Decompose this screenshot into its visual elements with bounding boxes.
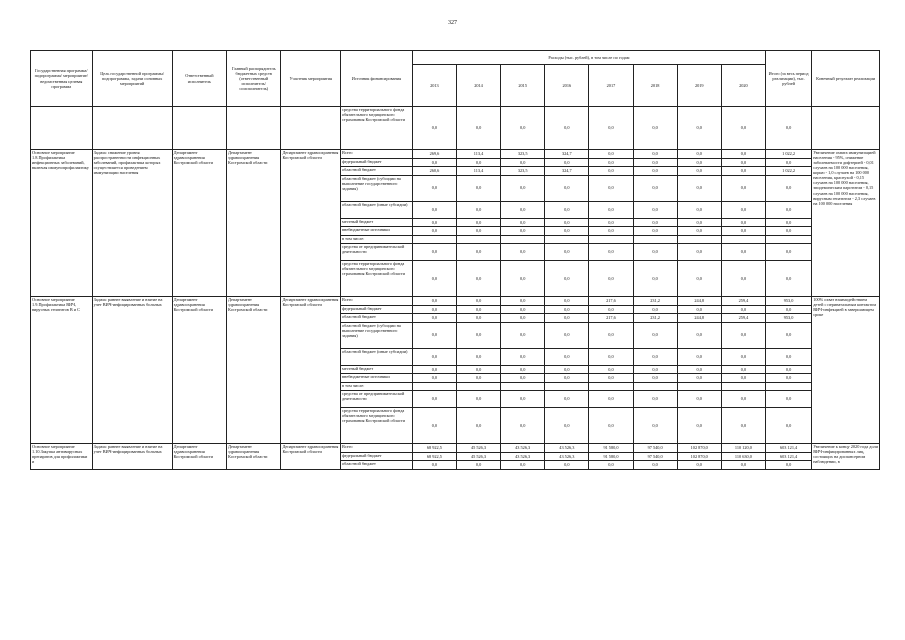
value-cell (766, 382, 812, 391)
section-goal-cell: Задача: снижение уровня распространенности инфекционных заболеваний, профилактика которых осуществляется проведением иммунизации населения (92, 150, 172, 297)
header-year: 2015 (501, 65, 545, 107)
value-cell: 0,0 (501, 201, 545, 218)
source-cell: в том числе: (340, 382, 412, 391)
value-cell: 0,0 (589, 150, 633, 159)
value-cell: 0,0 (456, 244, 500, 261)
value-cell: 0,0 (456, 391, 500, 408)
value-cell: 113,4 (456, 150, 500, 159)
header-expenses: Расходы (тыс. рублей), в том числе по годам (412, 51, 765, 65)
source-cell: средства от предпринимательской деятельности (340, 391, 412, 408)
value-cell: 0,0 (766, 305, 812, 314)
value-cell: 0,0 (766, 175, 812, 201)
value-cell (677, 235, 721, 244)
value-cell: 1 022,2 (766, 167, 812, 176)
value-cell: 0,0 (677, 391, 721, 408)
value-cell: 0,0 (501, 348, 545, 365)
value-cell: 0,0 (589, 167, 633, 176)
value-cell: 269,6 (412, 150, 456, 159)
value-cell: 0,0 (633, 322, 677, 348)
section-name-cell: Основное мероприятие 1.8.Профилактика инфекционных заболеваний, включая иммунопрофилактику (31, 150, 93, 297)
value-cell: 0,0 (633, 461, 677, 470)
value-cell: 0,0 (545, 107, 589, 150)
source-cell: внебюджетные источники (340, 227, 412, 236)
value-cell: 0,0 (545, 348, 589, 365)
empty-cell (812, 107, 880, 150)
value-cell: 0,0 (412, 261, 456, 297)
source-cell: Всего (340, 444, 412, 453)
value-cell: 0,0 (501, 107, 545, 150)
value-cell: 0,0 (766, 201, 812, 218)
executor-cell: Департамент здравоохранения Костромской области (172, 150, 226, 297)
value-cell: 102 870,0 (677, 444, 721, 453)
value-cell: 110 630,0 (721, 452, 765, 461)
header-result: Конечный результат реализации (812, 51, 880, 107)
empty-cell (227, 107, 281, 150)
value-cell: 0,0 (766, 374, 812, 383)
value-cell: 0,0 (766, 461, 812, 470)
value-cell (412, 382, 456, 391)
value-cell (412, 235, 456, 244)
value-cell: 0,0 (677, 408, 721, 444)
value-cell (589, 235, 633, 244)
value-cell: 0,0 (633, 218, 677, 227)
value-cell: 91 580,0 (589, 452, 633, 461)
value-cell: 0,0 (589, 348, 633, 365)
source-cell: федеральный бюджет (340, 158, 412, 167)
value-cell (501, 382, 545, 391)
value-cell: 0,0 (589, 158, 633, 167)
value-cell: 0,0 (412, 408, 456, 444)
value-cell: 0,0 (456, 227, 500, 236)
value-cell: 0,0 (545, 314, 589, 323)
value-cell: 324,7 (545, 150, 589, 159)
executor-cell: Департамент здравоохранения Костромской области (172, 297, 226, 444)
value-cell (721, 382, 765, 391)
value-cell: 0,0 (677, 244, 721, 261)
value-cell: 0,0 (677, 374, 721, 383)
value-cell: 0,0 (677, 107, 721, 150)
value-cell: 0,0 (589, 227, 633, 236)
value-cell: 0,0 (721, 201, 765, 218)
value-cell: 0,0 (589, 244, 633, 261)
value-cell: 0,0 (456, 461, 500, 470)
value-cell: 0,0 (633, 391, 677, 408)
value-cell: 0,0 (677, 322, 721, 348)
value-cell: 102 870,0 (677, 452, 721, 461)
value-cell: 0,0 (412, 305, 456, 314)
value-cell: 0,0 (633, 107, 677, 150)
header-year: 2017 (589, 65, 633, 107)
value-cell: 0,0 (677, 348, 721, 365)
value-cell: 0,0 (721, 167, 765, 176)
value-cell: 231,2 (633, 297, 677, 306)
value-cell: 0,0 (766, 348, 812, 365)
value-cell: 0,0 (677, 218, 721, 227)
budget-table (30, 50, 880, 470)
manager-cell: Департамент здравоохранения Костромской области (227, 150, 281, 297)
header-year: 2019 (677, 65, 721, 107)
value-cell: 0,0 (766, 322, 812, 348)
value-cell: 0,0 (545, 158, 589, 167)
value-cell: 45 526,3 (456, 444, 500, 453)
value-cell: 0,0 (545, 201, 589, 218)
value-cell: 0,0 (412, 175, 456, 201)
value-cell: 43 526,3 (545, 444, 589, 453)
value-cell: 0,0 (545, 408, 589, 444)
value-cell: 0,0 (633, 348, 677, 365)
value-cell: 244,8 (677, 297, 721, 306)
value-cell: 0,0 (677, 365, 721, 374)
value-cell: 0,0 (589, 461, 633, 470)
value-cell: 0,0 (501, 374, 545, 383)
source-cell: федеральный бюджет (340, 452, 412, 461)
value-cell: 0,0 (633, 261, 677, 297)
value-cell: 0,0 (456, 175, 500, 201)
value-cell: 0,0 (677, 167, 721, 176)
value-cell: 0,0 (589, 305, 633, 314)
source-cell: областной бюджет (субсидии на выполнение государственного задания) (340, 322, 412, 348)
value-cell: 0,0 (766, 158, 812, 167)
section-name-cell: Основное мероприятие 1.9.Профилактика ВИЧ, вирусных гепатитов В и С (31, 297, 93, 444)
source-cell: областной бюджет (иные субсидии) (340, 348, 412, 365)
value-cell: 97 540,0 (633, 452, 677, 461)
value-cell: 0,0 (721, 365, 765, 374)
empty-cell (92, 107, 172, 150)
value-cell: 0,0 (545, 322, 589, 348)
participant-cell: Департамент здравоохранения Костромской области (281, 150, 341, 297)
value-cell: 0,0 (456, 408, 500, 444)
source-cell: Всего (340, 297, 412, 306)
source-cell: средства территориального фонда обязательного медицинского страхования Костромской области (340, 107, 412, 150)
value-cell: 0,0 (766, 227, 812, 236)
value-cell: 0,0 (721, 218, 765, 227)
participant-cell: Департамент здравоохранения Костромской области (281, 297, 341, 444)
value-cell: 43 526,3 (501, 452, 545, 461)
value-cell: 0,0 (589, 408, 633, 444)
value-cell: 0,0 (501, 227, 545, 236)
source-cell: федеральный бюджет (340, 305, 412, 314)
source-cell: областной бюджет (340, 461, 412, 470)
source-cell: внебюджетные источники (340, 374, 412, 383)
value-cell: 0,0 (633, 365, 677, 374)
value-cell (545, 235, 589, 244)
section-goal-cell: Задача: раннее выявление и взятие на учет ВИЧ-инфицированных больных (92, 444, 172, 470)
value-cell: 0,0 (677, 305, 721, 314)
value-cell: 0,0 (721, 175, 765, 201)
table-row (31, 297, 880, 306)
result-cell: Увеличение охвата иммунизацией населения - 95%, снижение заболеваемости дифтерией - 0,01 случаев на 100 000 населения, корью - 1,0 случаев на 100 000 населения, краснухой - 0,15 случаев на 100 000 населения, эпидемическим паротитом - 0,15 случаев на 100 000 населения, вирусным гепатитом - 2,3 случаев на 100 000 населения (812, 150, 880, 297)
value-cell: 0,0 (412, 201, 456, 218)
value-cell: 0,0 (456, 374, 500, 383)
value-cell: 0,0 (633, 244, 677, 261)
source-cell: местный бюджет (340, 365, 412, 374)
value-cell: 0,0 (721, 305, 765, 314)
value-cell: 0,0 (456, 201, 500, 218)
empty-cell (281, 107, 341, 150)
value-cell: 0,0 (412, 461, 456, 470)
value-cell (721, 235, 765, 244)
value-cell: 0,0 (589, 218, 633, 227)
value-cell: 0,0 (501, 461, 545, 470)
result-cell: Увеличение к концу 2020 года доли ВИЧ-инфицированных лиц, состоящих на диспансерном наблюдении, в (812, 444, 880, 470)
value-cell: 0,0 (721, 261, 765, 297)
value-cell: 0,0 (501, 314, 545, 323)
value-cell: 0,0 (412, 374, 456, 383)
value-cell: 0,0 (589, 391, 633, 408)
value-cell: 603 121,4 (766, 444, 812, 453)
value-cell: 0,0 (412, 158, 456, 167)
header-manager: Главный распорядитель бюджетных средств (ответственный исполнитель/ соисполнитель) (227, 51, 281, 107)
section-goal-cell: Задача: раннее выявление и взятие на учет ВИЧ-инфицированных больных (92, 297, 172, 444)
value-cell: 97 540,0 (633, 444, 677, 453)
value-cell: 0,0 (721, 107, 765, 150)
manager-cell: Департамент здравоохранения Костромской области (227, 297, 281, 444)
page-number: 327 (448, 20, 457, 26)
value-cell: 0,0 (721, 348, 765, 365)
value-cell: 244,8 (677, 314, 721, 323)
value-cell: 0,0 (412, 391, 456, 408)
value-cell: 0,0 (589, 374, 633, 383)
source-cell: Всего (340, 150, 412, 159)
value-cell: 0,0 (633, 201, 677, 218)
table-row (31, 107, 880, 150)
source-cell: областной бюджет (иные субсидии) (340, 201, 412, 218)
value-cell: 0,0 (633, 158, 677, 167)
value-cell: 113,4 (456, 167, 500, 176)
value-cell: 323,5 (501, 167, 545, 176)
header-year: 2018 (633, 65, 677, 107)
value-cell: 0,0 (412, 348, 456, 365)
value-cell: 0,0 (766, 244, 812, 261)
value-cell: 0,0 (501, 408, 545, 444)
value-cell: 0,0 (633, 305, 677, 314)
header-total: Итого (за весь период реализации), тыс. рублей (766, 51, 812, 107)
source-cell: средства территориального фонда обязательного медицинского страхования Костромской области (340, 408, 412, 444)
value-cell: 0,0 (721, 408, 765, 444)
value-cell: 0,0 (766, 107, 812, 150)
value-cell: 0,0 (633, 175, 677, 201)
value-cell: 217,6 (589, 297, 633, 306)
value-cell: 0,0 (456, 218, 500, 227)
value-cell: 0,0 (677, 261, 721, 297)
value-cell: 0,0 (589, 261, 633, 297)
value-cell: 0,0 (456, 314, 500, 323)
value-cell: 0,0 (501, 297, 545, 306)
table-row (31, 150, 880, 159)
value-cell: 0,0 (412, 107, 456, 150)
value-cell: 0,0 (412, 244, 456, 261)
empty-cell (31, 107, 93, 150)
value-cell: 0,0 (721, 244, 765, 261)
header-executor: Ответственный исполнитель (172, 51, 226, 107)
value-cell: 323,5 (501, 150, 545, 159)
value-cell: 0,0 (677, 201, 721, 218)
value-cell: 0,0 (677, 227, 721, 236)
value-cell: 0,0 (545, 391, 589, 408)
value-cell: 0,0 (456, 261, 500, 297)
value-cell: 0,0 (589, 365, 633, 374)
source-cell: областной бюджет (340, 314, 412, 323)
value-cell: 68 922,5 (412, 452, 456, 461)
value-cell: 0,0 (456, 322, 500, 348)
value-cell: 231,2 (633, 314, 677, 323)
value-cell: 0,0 (766, 408, 812, 444)
source-cell: областной бюджет (340, 167, 412, 176)
participant-cell: Департамент здравоохранения Костромской области (281, 444, 341, 470)
value-cell: 43 526,3 (501, 444, 545, 453)
value-cell: 0,0 (721, 150, 765, 159)
value-cell: 0,0 (766, 218, 812, 227)
value-cell: 0,0 (456, 107, 500, 150)
source-cell: средства от предпринимательской деятельности (340, 244, 412, 261)
header-source: Источник финансирования (340, 51, 412, 107)
value-cell: 110 120,0 (721, 444, 765, 453)
value-cell: 0,0 (721, 461, 765, 470)
value-cell: 0,0 (633, 374, 677, 383)
value-cell: 953,0 (766, 314, 812, 323)
value-cell: 0,0 (545, 261, 589, 297)
value-cell: 0,0 (545, 374, 589, 383)
table-row (31, 444, 880, 453)
value-cell: 0,0 (412, 314, 456, 323)
value-cell: 0,0 (721, 374, 765, 383)
value-cell: 0,0 (545, 461, 589, 470)
header-year: 2016 (545, 65, 589, 107)
value-cell: 953,0 (766, 297, 812, 306)
value-cell: 68 922,5 (412, 444, 456, 453)
value-cell: 0,0 (677, 175, 721, 201)
header-goal: Цель государственной программы/подпрограммы, задачи основных мероприятий (92, 51, 172, 107)
value-cell (545, 382, 589, 391)
value-cell: 0,0 (412, 227, 456, 236)
value-cell: 0,0 (545, 365, 589, 374)
value-cell: 0,0 (501, 391, 545, 408)
value-cell: 217,6 (589, 314, 633, 323)
value-cell: 0,0 (721, 322, 765, 348)
value-cell: 259,4 (721, 297, 765, 306)
value-cell: 0,0 (766, 261, 812, 297)
source-cell: в том числе: (340, 235, 412, 244)
value-cell: 45 526,3 (456, 452, 500, 461)
value-cell: 0,0 (456, 158, 500, 167)
value-cell: 0,0 (545, 218, 589, 227)
source-cell: средства территориального фонда обязательного медицинского страхования Костромской области (340, 261, 412, 297)
value-cell: 43 526,3 (545, 452, 589, 461)
manager-cell: Департамент здравоохранения Костромской области (227, 444, 281, 470)
value-cell: 603 121,4 (766, 452, 812, 461)
section-name-cell: Основное мероприятие 1.10.Закупка антивирусных препаратов для профилактики и (31, 444, 93, 470)
value-cell: 0,0 (456, 348, 500, 365)
value-cell (589, 382, 633, 391)
value-cell: 260,6 (412, 167, 456, 176)
value-cell: 0,0 (589, 201, 633, 218)
value-cell: 0,0 (412, 218, 456, 227)
value-cell: 324,7 (545, 167, 589, 176)
value-cell: 0,0 (677, 158, 721, 167)
header-program: Государственная программа/подпрограмма/ мероприятие/ ведомственная целевая программа (31, 51, 93, 107)
value-cell: 1 022,2 (766, 150, 812, 159)
value-cell: 0,0 (501, 244, 545, 261)
value-cell: 0,0 (589, 322, 633, 348)
empty-cell (172, 107, 226, 150)
value-cell: 0,0 (456, 365, 500, 374)
value-cell: 0,0 (545, 297, 589, 306)
source-cell: областной бюджет (субсидии на выполнение государственного задания) (340, 175, 412, 201)
value-cell: 0,0 (456, 297, 500, 306)
value-cell: 0,0 (677, 461, 721, 470)
header-year: 2013 (412, 65, 456, 107)
value-cell: 91 580,0 (589, 444, 633, 453)
value-cell (677, 382, 721, 391)
value-cell (501, 235, 545, 244)
value-cell: 0,0 (633, 408, 677, 444)
value-cell: 0,0 (501, 158, 545, 167)
value-cell: 0,0 (412, 322, 456, 348)
value-cell: 0,0 (589, 175, 633, 201)
value-cell: 0,0 (501, 305, 545, 314)
header-year: 2020 (721, 65, 765, 107)
value-cell: 0,0 (721, 391, 765, 408)
result-cell: 100% охват взаимодействием детей с перинатальным контактом ВИЧ-инфекцией в завершающем сроке (812, 297, 880, 444)
source-cell: местный бюджет (340, 218, 412, 227)
value-cell: 0,0 (677, 150, 721, 159)
value-cell: 259,4 (721, 314, 765, 323)
value-cell (456, 235, 500, 244)
header-participant: Участник мероприятия (281, 51, 341, 107)
value-cell: 0,0 (412, 365, 456, 374)
value-cell: 0,0 (545, 305, 589, 314)
value-cell (766, 235, 812, 244)
value-cell: 0,0 (545, 175, 589, 201)
value-cell (633, 382, 677, 391)
value-cell: 0,0 (766, 391, 812, 408)
value-cell: 0,0 (633, 167, 677, 176)
value-cell (633, 235, 677, 244)
value-cell: 0,0 (766, 365, 812, 374)
value-cell: 0,0 (545, 227, 589, 236)
value-cell: 0,0 (545, 244, 589, 261)
value-cell: 0,0 (501, 261, 545, 297)
value-cell (456, 382, 500, 391)
value-cell: 0,0 (633, 150, 677, 159)
executor-cell: Департамент здравоохранения Костромской области (172, 444, 226, 470)
value-cell: 0,0 (501, 322, 545, 348)
value-cell: 0,0 (501, 218, 545, 227)
value-cell: 0,0 (721, 227, 765, 236)
value-cell: 0,0 (412, 297, 456, 306)
value-cell: 0,0 (501, 365, 545, 374)
value-cell: 0,0 (721, 158, 765, 167)
header-year: 2014 (456, 65, 500, 107)
value-cell: 0,0 (456, 305, 500, 314)
value-cell: 0,0 (589, 107, 633, 150)
value-cell: 0,0 (501, 175, 545, 201)
value-cell: 0,0 (633, 227, 677, 236)
